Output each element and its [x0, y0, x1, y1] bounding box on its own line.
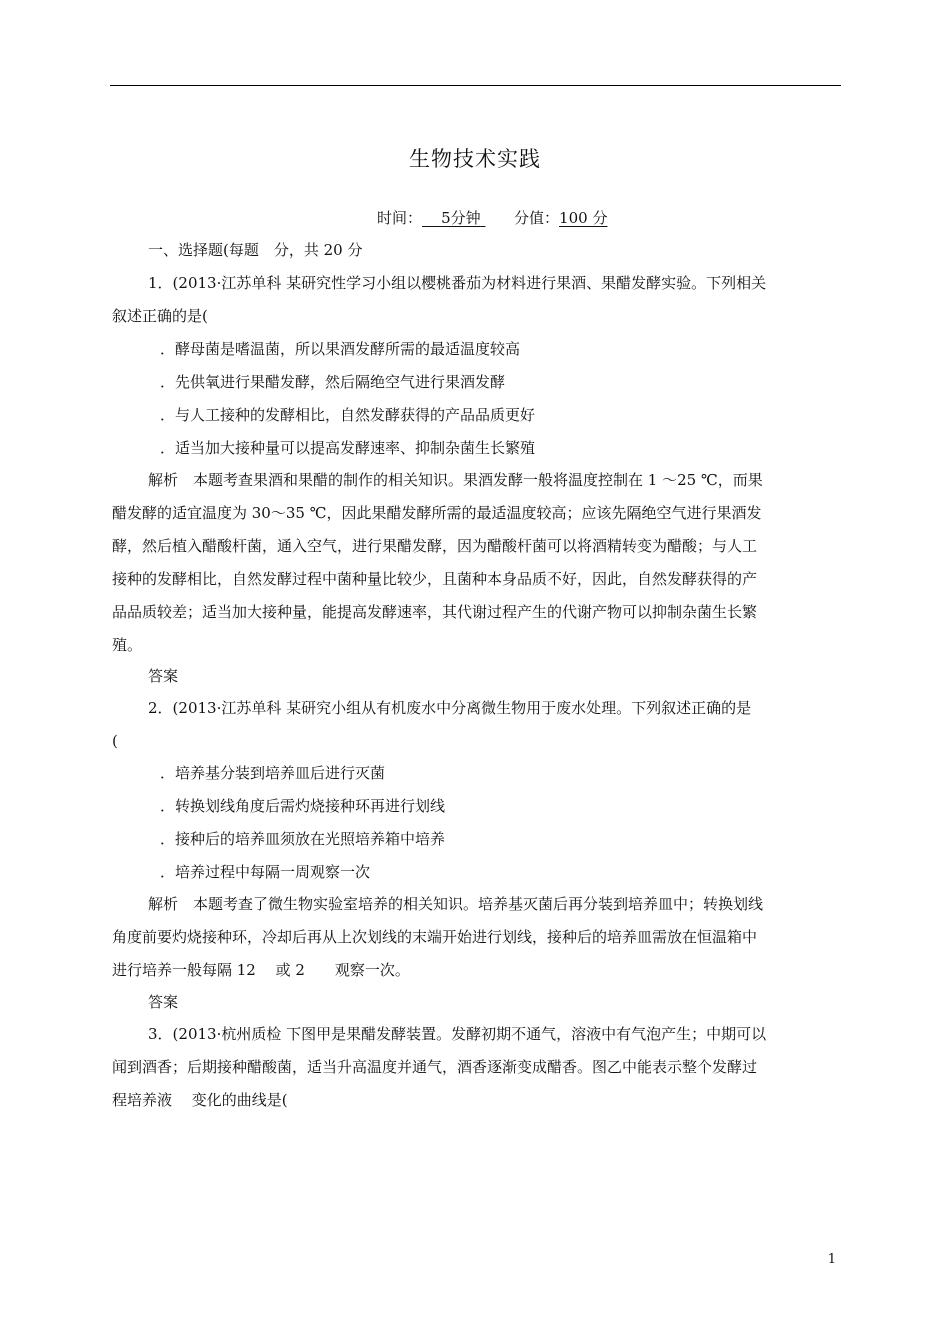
q1-analysis-line: 酵，然后植入醋酸杆菌，通入空气，进行果醋发酵，因为醋酸杆菌可以将酒精转变为醋酸；与人工 [112, 537, 758, 555]
exam-meta [377, 207, 607, 228]
q2-analysis-line: 角度前要灼烧接种环，冷却后再从上次划线的末端开始进行划线，接种后的培养皿需放在恒温箱中 [112, 928, 758, 946]
q2-analysis-line: 进行培养一般每隔 12 或 2 观察一次。 [112, 961, 410, 979]
document-title: 生物技术实践 [409, 147, 541, 171]
q1-stem-line: 1．(2013·江苏单科 某研究性学习小组以樱桃番茄为材料进行果酒、果醋发酵实验。下列相关 [148, 274, 767, 292]
time-label: 时间： [377, 209, 423, 227]
q2-option: ．培养过程中每隔一周观察一次 [160, 863, 371, 881]
q1-option: ．先供氧进行果醋发酵，然后隔绝空气进行果酒发酵 [160, 373, 506, 391]
q3-stem-line: 程培养液 变化的曲线是( [112, 1091, 288, 1109]
q2-analysis-line: 解析 本题考查了微生物实验室培养的相关知识。培养基灭菌后再分装到培养皿中；转换划线 [148, 895, 764, 913]
q1-option: ．适当加大接种量可以提高发酵速率、抑制杂菌生长繁殖 [160, 439, 536, 457]
q2-option: ．转换划线角度后需灼烧接种环再进行划线 [160, 797, 446, 815]
q2-stem-line: 2．(2013·江苏单科 某研究小组从有机废水中分离微生物用于废水处理。下列叙述正确的是 [148, 699, 752, 717]
section-heading: 一、选择题(每题 分，共 20 分 [148, 241, 363, 259]
q1-analysis-line: 殖。 [112, 636, 143, 654]
q1-stem-line: 叙述正确的是( [112, 307, 208, 325]
q1-option: ．与人工接种的发酵相比，自然发酵获得的产品品质更好 [160, 406, 536, 424]
q2-option: ．接种后的培养皿须放在光照培养箱中培养 [160, 830, 446, 848]
page-number: 1 [827, 1252, 836, 1267]
score-label: 分值： [514, 209, 560, 227]
q1-analysis-line: 接种的发酵相比，自然发酵过程中菌种量比较少，且菌种本身品质不好，因此，自然发酵获得的产 [112, 570, 758, 588]
q2-stem-line: ( [112, 732, 118, 750]
q1-option: ．酵母菌是嗜温菌，所以果酒发酵所需的最适温度较高 [160, 340, 521, 358]
q1-analysis-line: 品品质较差；适当加大接种量，能提高发酵速率，其代谢过程产生的代谢产物可以抑制杂菌生长繁 [112, 603, 758, 621]
q1-answer-label: 答案 [148, 667, 179, 685]
score-value: 100 分 [559, 209, 608, 227]
q3-stem-line: 闻到酒香；后期接种醋酸菌，适当升高温度并通气，酒香逐渐变成醋香。图乙中能表示整个发酵过 [112, 1058, 758, 1076]
q1-analysis-line: 醋发酵的适宜温度为 30～35 ℃，因此果醋发酵所需的最适温度较高；应该先隔绝空气进行果酒发 [112, 504, 762, 522]
q1-analysis-line: 解析 本题考查果酒和果醋的制作的相关知识。果酒发酵一般将温度控制在 1 ～25 ℃，而果 [148, 471, 763, 489]
q3-stem-line: 3．(2013·杭州质检 下图甲是果醋发酵装置。发酵初期不通气，溶液中有气泡产生；中期可以 [148, 1025, 767, 1043]
q2-answer-label: 答案 [148, 993, 179, 1011]
header-rule [110, 85, 841, 86]
q2-option: ．培养基分装到培养皿后进行灭菌 [160, 764, 386, 782]
time-value: 5分钟 [441, 209, 481, 227]
